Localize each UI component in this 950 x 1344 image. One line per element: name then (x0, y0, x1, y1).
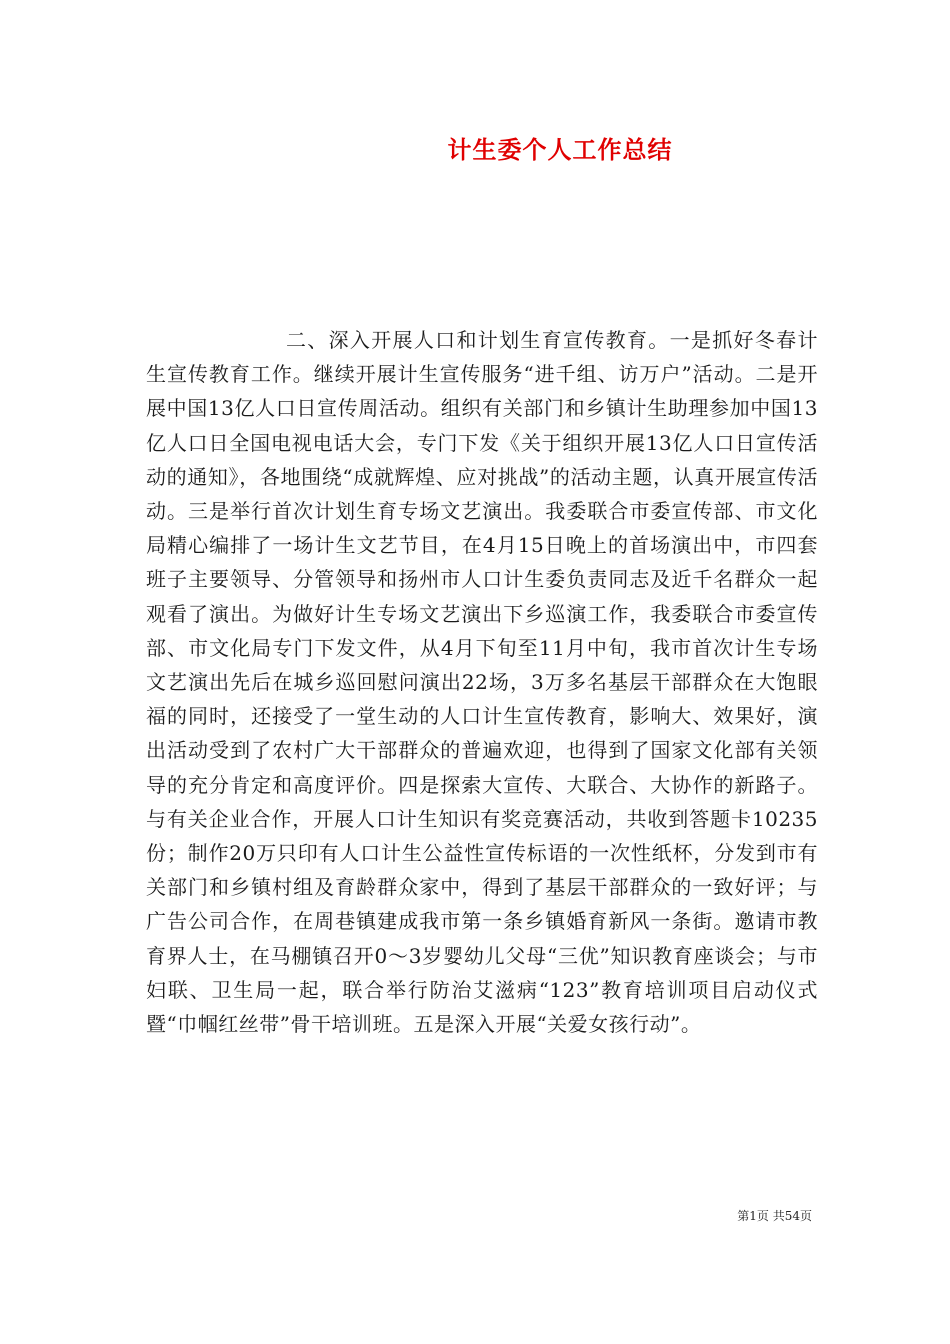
document-title: 计生委个人工作总结 (447, 136, 673, 164)
body-paragraph: 二、深入开展人口和计划生育宣传教育。一是抓好冬春计生宣传教育工作。继续开展计生宣传服务“进千组、访万户”活动。二是开展中国13亿人口日宣传周活动。组织有关部门和乡镇计生助理参加中国13亿人口日全国电视电话大会，专门下发《关于组织开展13亿人口日宣传活动的通知》，各地围绕“成就辉煌、应对挑战”的活动主题，认真开展宣传活动。三是举行首次计划生育专场文艺演出。我委联合市委宣传部、市文化局精心编排了一场计生文艺节目，在4月15日晚上的首场演出中，市四套班子主要领导、分管领导和扬州市人口计生委负责同志及近千名群众一起观看了演出。为做好计生专场文艺演出下乡巡演工作，我委联合市委宣传部、市文化局专门下发文件，从4月下旬至11月中旬，我市首次计生专场文艺演出先后在城乡巡回慰问演出22场，3万多名基层干部群众在大饱眼福的同时，还接受了一堂生动的人口计生宣传教育，影响大、效果好，演出活动受到了农村广大干部群众的普遍欢迎，也得到了国家文化部有关领导的充分肯定和高度评价。四是探索大宣传、大联合、大协作的新路子。与有关企业合作，开展人口计生知识有奖竞赛活动，共收到答题卡10235份；制作20万只印有人口计生公益性宣传标语的一次性纸杯，分发到市有关部门和乡镇村组及育龄群众家中，得到了基层干部群众的一致好评；与广告公司合作，在周巷镇建成我市第一条乡镇婚育新风一条街。邀请市教育界人士，在马棚镇召开0～3岁婴幼儿父母“三优”知识教育座谈会；与市妇联、卫生局一起，联合举行防治艾滋病“123”教育培训项目启动仪式暨“巾帼红丝带”骨干培训班。五是深入开展“关爱女孩行动”。 (146, 328, 818, 1037)
page-number-footer: 第1页 共54页 (737, 1209, 812, 1223)
